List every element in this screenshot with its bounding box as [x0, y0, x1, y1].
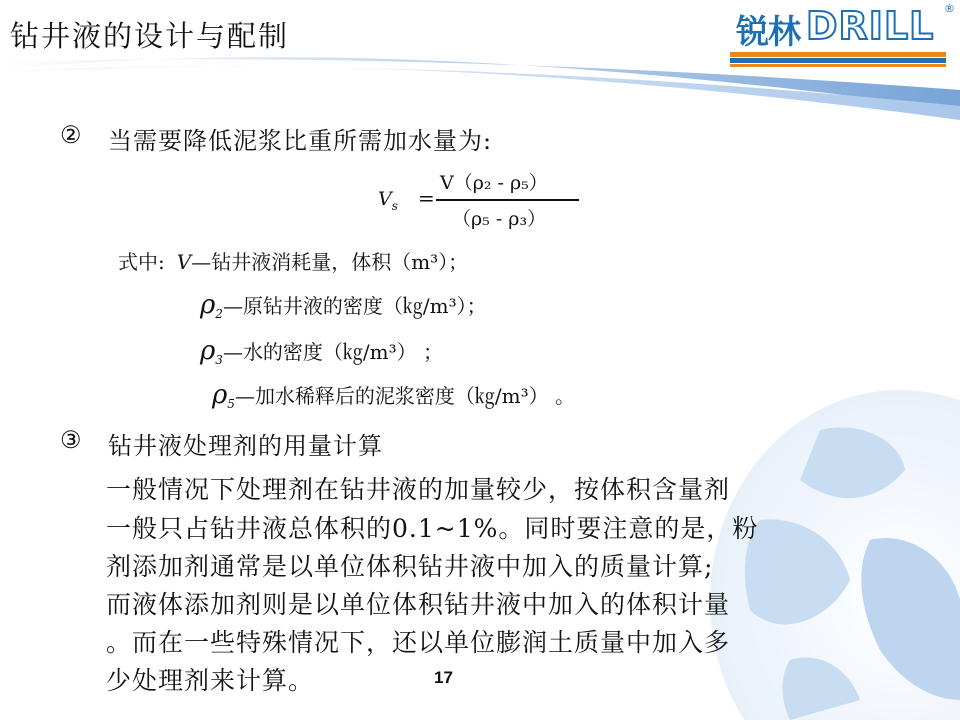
paragraph-line: 剂添加剂通常是以单位体积钻井液中加入的质量计算;: [106, 552, 714, 581]
paragraph-line: 而液体添加剂则是以单位体积钻井液中加入的体积计量: [106, 590, 731, 619]
page-title: 钻井液的设计与配制: [10, 19, 290, 53]
definition-rho3: $\rho_3—$水的密度（㎏/m³） ；: [200, 336, 444, 367]
section-3-heading: 钻井液处理剂的用量计算: [108, 432, 383, 460]
logo-chinese-text: 锐林: [736, 12, 800, 51]
fraction-bar: [436, 199, 579, 201]
logo-english-text: DRILL: [806, 4, 935, 48]
section-2-marker: ②: [60, 121, 82, 149]
section-3-marker: ③: [60, 426, 82, 454]
definition-rho2: $\rho_2—$原钻井液的密度（㎏/m³）；: [200, 290, 487, 321]
formula-lhs: $V_s$: [378, 188, 398, 213]
globe-watermark: [710, 390, 960, 720]
formula-equals: =: [418, 186, 435, 210]
paragraph-line: 。而在一些特殊情况下，还以单位膨润土质量中加入多: [106, 628, 731, 657]
formula-numerator: V（ρ₂ - ρ₅）: [440, 172, 548, 194]
definition-v: 式中: V—钻井液消耗量，体积（m³）；: [118, 250, 469, 274]
paragraph-line: 一般只占钻井液总体积的0.1~1%。同时要注意的是，粉: [106, 514, 759, 543]
definition-rho5: $\rho_5—$加水稀释后的泥浆密度（㎏/m³） 。: [212, 380, 576, 411]
paragraph-line: 少处理剂来计算。: [106, 666, 315, 695]
registered-mark: ®: [944, 2, 955, 15]
paragraph-line: 一般情况下处理剂在钻井液的加量较少，按体积含量剂: [106, 475, 731, 504]
formula-denominator: （ρ₅ - ρ₃）: [452, 208, 547, 230]
header-wave-light: [0, 67, 960, 120]
section-2-heading: 当需要降低泥浆比重所需加水量为:: [108, 127, 493, 155]
page-number: 17: [434, 668, 453, 687]
